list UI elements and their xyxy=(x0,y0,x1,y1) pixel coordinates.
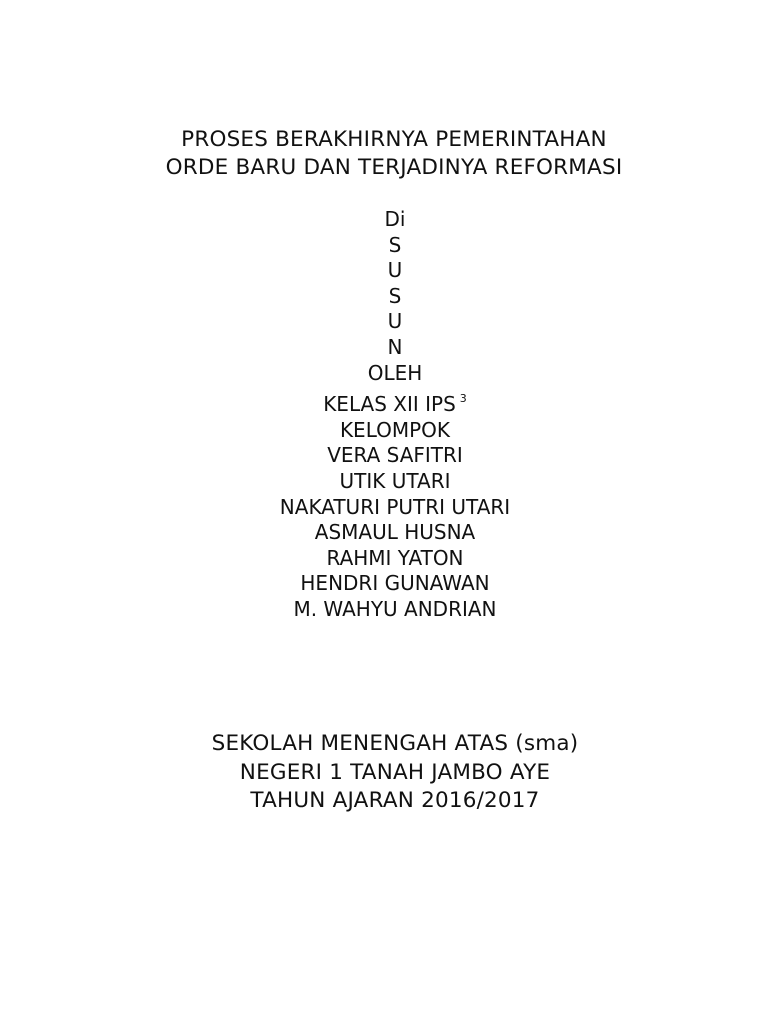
class-name: KELAS XII IPS xyxy=(323,392,456,417)
member-name: VERA SAFITRI xyxy=(327,443,463,468)
disusun-letter: U xyxy=(387,258,403,283)
disusun-letter: N xyxy=(387,334,403,359)
title-line-2: ORDE BARU DAN TERJADINYA REFORMASI xyxy=(165,155,623,180)
disusun-letter: S xyxy=(388,283,402,308)
member-name: UTIK UTARI xyxy=(339,468,451,493)
disusun-letter: S xyxy=(388,232,402,257)
school-line-2: NEGERI 1 TANAH JAMBO AYE xyxy=(239,759,551,785)
member-name: RAHMI YATON xyxy=(326,545,464,570)
class-label xyxy=(11,386,768,418)
document-title xyxy=(0,126,768,182)
member-name: HENDRI GUNAWAN xyxy=(300,571,490,596)
school-info xyxy=(0,730,768,816)
member-name: M. WAHYU ANDRIAN xyxy=(293,596,497,621)
disusun-letter: Di xyxy=(384,207,406,231)
group-label: KELOMPOK xyxy=(339,417,451,442)
member-name: ASMAUL HUSNA xyxy=(314,520,476,545)
title-line-1: PROSES BERAKHIRNYA PEMERINTAHAN xyxy=(181,127,607,152)
school-line-1: SEKOLAH MENENGAH ATAS (sma) xyxy=(211,731,579,756)
author-section xyxy=(0,207,768,623)
member-name: NAKATURI PUTRI UTARI xyxy=(279,494,511,519)
oleh-label: OLEH xyxy=(367,360,423,385)
class-number-superscript: 3 xyxy=(459,392,467,406)
disusun-letter: U xyxy=(387,309,403,334)
school-line-3: TAHUN AJARAN 2016/2017 xyxy=(250,788,540,813)
